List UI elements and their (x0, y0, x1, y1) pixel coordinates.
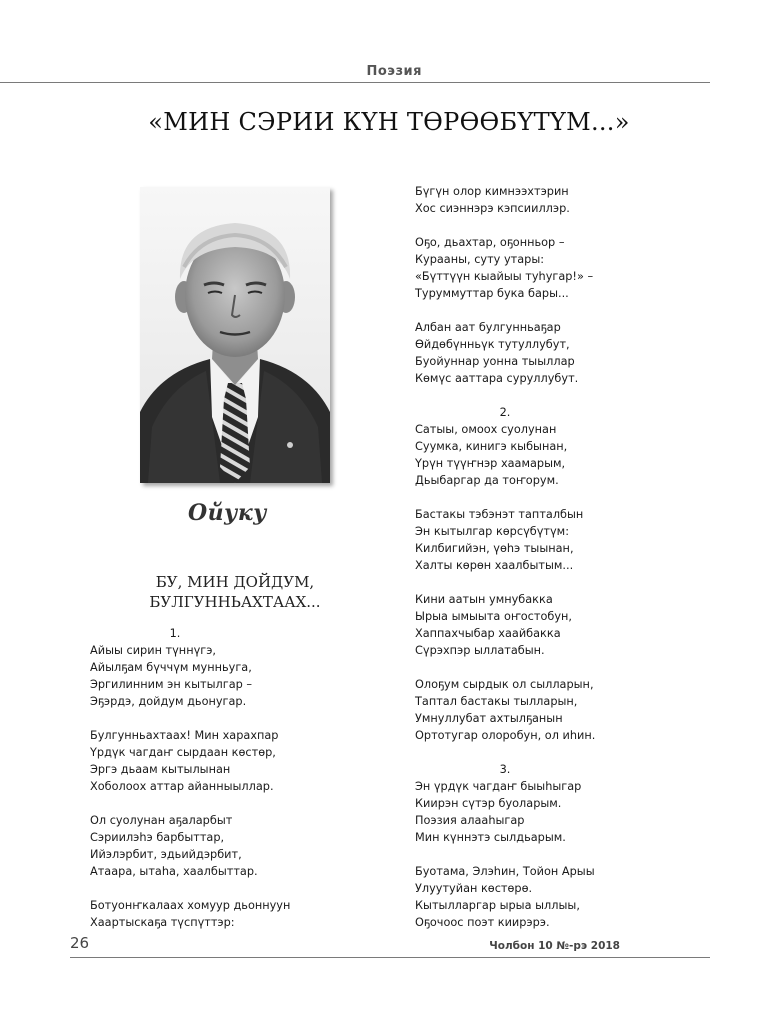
poem-line: Үрүн түүҥнэр хаамарым, (415, 457, 566, 470)
poem-line: Эргэ дьаам кытылынан (90, 763, 231, 776)
author-portrait (140, 187, 330, 483)
poem-line: Сүрэхпэр ыллатабын. (415, 644, 545, 657)
poem-line: Халты көрөн хаалбытым... (415, 559, 574, 572)
page-title: «МИН СЭРИИ КҮН ТӨРӨӨБҮТҮМ...» (148, 108, 630, 136)
stanza (415, 676, 715, 744)
poem-line: Суумка, кинигэ кыбынан, (415, 440, 568, 453)
section-label: Поэзия (366, 64, 422, 79)
poem-line: Олоҕум сырдык ол сылларын, (415, 678, 594, 691)
poem-line: Ортотугар олоробун, ол иһин. (415, 729, 596, 742)
stanza (90, 812, 380, 880)
poem-line: Эргилинним эн кытылгар – (90, 678, 253, 691)
poem-title-line: БУ, МИН ДОЙДУМ, (155, 573, 315, 591)
poem-line: Ботуонҥкалаах хомуур дьоннуун (90, 899, 291, 912)
poem-line: Эн үрдүк чагдаҥ быыһыгар (415, 780, 582, 793)
poem-line: Поэзия алааһыгар (415, 814, 525, 827)
poem-line: Таптал бастакы тылларын, (415, 695, 578, 708)
poem-line: Хаартыскаҕа түспүттэр: (90, 916, 235, 929)
poem-line: «Бүттүүн кыайыы туһугар!» – (415, 270, 594, 283)
poem-line: Киирэн сүтэр буоларым. (415, 797, 562, 810)
poem-line: Дьыбаргар да тоҥорум. (415, 474, 559, 487)
poem-line: Ол суолунан аҕаларбыт (90, 814, 233, 827)
top-divider (0, 82, 710, 83)
stanza (415, 234, 715, 302)
poem-line: Хос сиэннэрэ кэпсииллэр. (415, 202, 570, 215)
bottom-divider (70, 957, 710, 958)
author-signature: Ойуку (188, 500, 267, 526)
poem-line: Буойуннар уонна тыыллар (415, 355, 575, 368)
stanza (415, 319, 715, 387)
stanza (90, 642, 380, 710)
stanza (415, 506, 715, 574)
poem-line: Туруммуттар бука бары... (415, 287, 569, 300)
poem-line: Сэриилэһэ барбыттар, (90, 831, 225, 844)
poem-column-left (90, 625, 380, 948)
poem-line: Булгунньахтаах! Мин харахпар (90, 729, 279, 742)
poem-line: Сатыы, омоох суолунан (415, 423, 557, 436)
journal-issue: Чолбон 10 №-рэ 2018 (489, 940, 620, 952)
poem-line: Бүгүн олор кимнээхтэрин (415, 185, 569, 198)
page-number: 26 (70, 934, 90, 952)
poem-column-right (415, 183, 715, 948)
stanza (90, 727, 380, 795)
section-number: 3. (499, 763, 511, 776)
stanza (415, 591, 715, 659)
poem-line: Айылҕам бүччүм мунньуга, (90, 661, 252, 674)
poem-title-line: БУЛГУННЬАХТААХ... (149, 593, 321, 611)
section-number: 1. (169, 627, 181, 640)
poem-line: Эн кытылгар көрсүбүтүм: (415, 525, 569, 538)
poem-line: Оҕочоос поэт киирэрэ. (415, 916, 550, 929)
poem-line: Ийэлэрбит, эдьийдэрбит, (90, 848, 242, 861)
poem-title (90, 572, 380, 612)
poem-line: Килбигийэн, үөһэ тыынан, (415, 542, 574, 555)
stanza (415, 778, 715, 846)
poem-line: Курааны, суту утары: (415, 253, 545, 266)
poem-line: Умнуллубат ахтылҕанын (415, 712, 563, 725)
stanza (90, 897, 380, 931)
poem-line: Мин күннэтэ сылдьарым. (415, 831, 566, 844)
poem-line: Айыы сирин түннүгэ, (90, 644, 216, 657)
poem-line: Көмүс ааттара суруллубут. (415, 372, 579, 385)
poem-line: Бастакы тэбэнэт тапталбын (415, 508, 584, 521)
poem-line: Буотама, Элэһин, Тойон Арыы (415, 865, 595, 878)
stanza (415, 421, 715, 489)
poem-line: Кини аатын умнубакка (415, 593, 553, 606)
poem-line: Хаппахчыбар хаайбакка (415, 627, 561, 640)
poem-line: Оҕо, дьахтар, оҕонньор – (415, 236, 565, 249)
stanza (415, 863, 715, 931)
poem-line: Хоболоох аттар айанныыллар. (90, 780, 274, 793)
poem-line: Улуутуйан көстөрө. (415, 882, 533, 895)
poem-line: Эҕэрдэ, дойдум дьонугар. (90, 695, 247, 708)
stanza (415, 183, 715, 217)
poem-line: Өйдөбүнньүк тутуллубут, (415, 338, 570, 351)
poem-line: Кытылларгар ырыа ыллыы, (415, 899, 580, 912)
section-number: 2. (499, 406, 511, 419)
poem-line: Ырыа ымыыта оҥостобун, (415, 610, 573, 623)
poem-line: Атаара, ытаһа, хаалбыттар. (90, 865, 258, 878)
poem-line: Үрдүк чагдаҥ сырдаан көстөр, (90, 746, 276, 759)
poem-line: Албан аат булгунньаҕар (415, 321, 561, 334)
